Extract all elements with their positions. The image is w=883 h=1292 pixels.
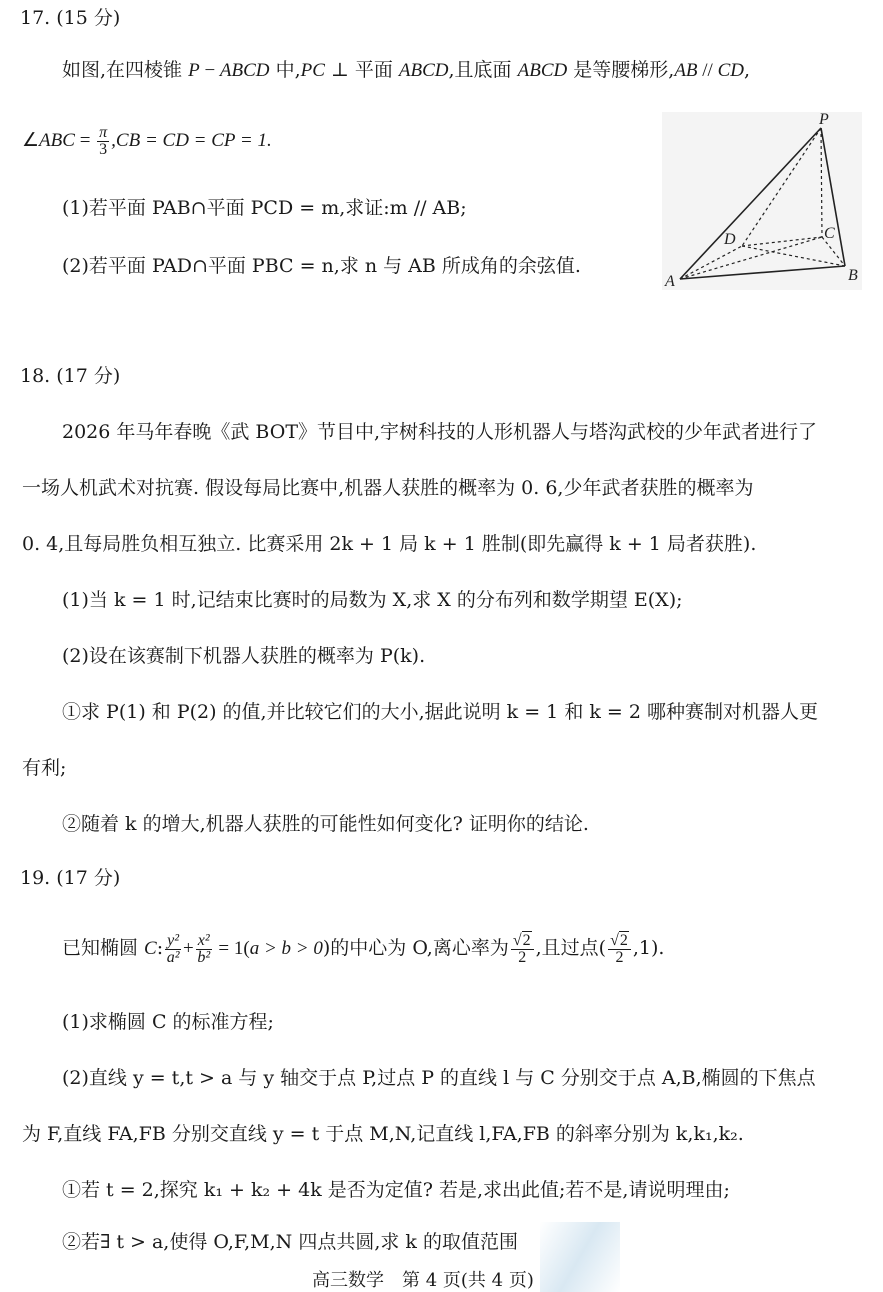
q17-intro: 如图,在四棱锥 P − ABCD 中,PC ⊥ 平面 ABCD,且底面 ABCD 是等腰梯形,AB // CD, [62,59,751,81]
q19-part2-line1: (2)直线 y = t,t > a 与 y 轴交于点 P,过点 P 的直线 l 与 C 分别交于点 A,B,椭圆的下焦点 [62,1067,816,1089]
q19-sub2: ②若∃ t > a,使得 O,F,M,N 四点共圆,求 k 的取值范围 [62,1231,518,1253]
q18-sub1: ①求 P(1) 和 P(2) 的值,并比较它们的大小,据此说明 k = 1 和 k = 2 哪种赛制对机器人更 [62,701,818,723]
q17-condition: ∠ABC = $\frac{\pi}{3}$ ,CB = CD = CP = 1. [22,123,272,158]
q19-heading: 19. (17 分) [20,867,121,889]
q18-sub2: ②随着 k 的增大,机器人获胜的可能性如何变化? 证明你的结论. [62,813,589,835]
q19-part1: (1)求椭圆 C 的标准方程; [62,1011,274,1033]
label-b: B [848,267,858,284]
q19-part2-line2: 为 F,直线 FA,FB 分别交直线 y = t 于点 M,N,记直线 l,FA,FB 的斜率分别为 k,k₁,k₂. [22,1123,744,1145]
q17-part1: (1)若平面 PAB∩平面 PCD = m,求证:m // AB; [62,197,467,219]
q19-sub1: ①若 t = 2,探究 k₁ + k₂ + 4k 是否为定值? 若是,求出此值;若不是,请说明理由; [62,1179,730,1201]
q17-heading: 17. (15 分) [20,7,121,29]
sqrt2-over-2: $\frac{√2}{2}$ [511,933,534,966]
y2-over-a2: $\frac{\text{y²}}{\text{a²}}$ [166,931,180,966]
q18-part1: (1)当 k = 1 时,记结束比赛时的局数为 X,求 X 的分布列和数学期望 E(X); [62,589,683,611]
q18-line1: 2026 年马年春晚《武 BOT》节目中,宇树科技的人形机器人与塔沟武校的少年武者进行了 [62,421,818,443]
q18-sub1-cont: 有利; [22,757,67,779]
label-c: C [824,225,835,242]
label-p: P [819,112,829,128]
q18-part2: (2)设在该赛制下机器人获胜的概率为 P(k). [62,645,426,667]
pyramid-figure [662,112,862,290]
sqrt2-over-2-point: $\frac{√2}{2}$ [608,933,631,966]
q18-line2: 一场人机武术对抗赛. 假设每局比赛中,机器人获胜的概率为 0. 6,少年武者获胜的概率为 [22,477,754,499]
q18-line3: 0. 4,且每局胜负相互独立. 比赛采用 2k + 1 局 k + 1 胜制(即先赢得 k + 1 局者获胜). [22,533,757,555]
q17-part2: (2)若平面 PAD∩平面 PBC = n,求 n 与 AB 所成角的余弦值. [62,255,581,277]
page-footer: 高三数学 第 4 页(共 4 页) [312,1270,534,1291]
scan-glare [540,1222,620,1292]
q18-heading: 18. (17 分) [20,365,121,387]
label-d: D [724,231,736,248]
q19-ellipse: 已知椭圆 C: $\frac{\text{y²}}{\text{a²}}$ + $\frac{\text{x²}}{\text{b²}}$ = 1(a > b > 0)的中心为 O,离心率为 $\frac{√2}{2}$ ,且过点( $\frac{√2}{2}$ ,1). [62,931,665,966]
x2-over-b2: $\frac{\text{x²}}{\text{b²}}$ [197,931,211,966]
pi-over-three: $\frac{\pi}{3}$ [99,123,108,158]
label-a: A [665,273,675,290]
